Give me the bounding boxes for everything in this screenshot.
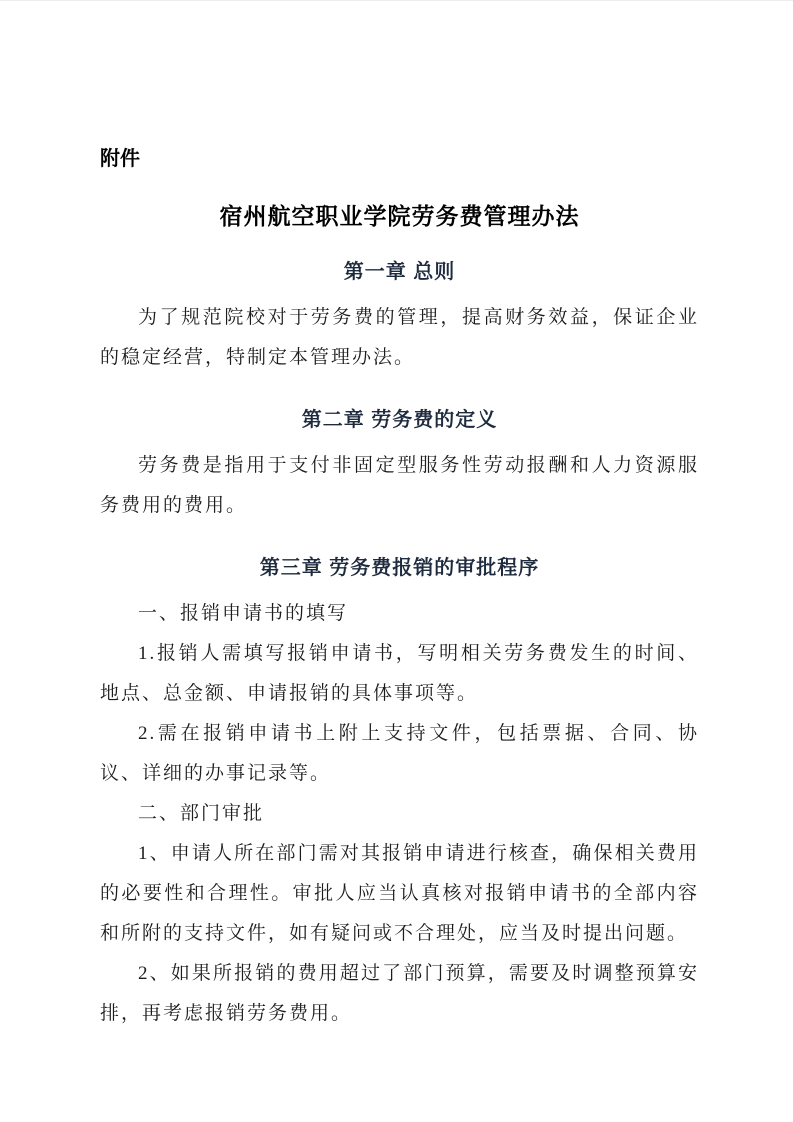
- body-paragraph: 1、申请人所在部门需对其报销申请进行核查，确保相关费用的必要性和合理性。审批人应当认真核对报销申请书的全部内容和所附的支持文件，如有疑问或不合理处，应当及时提出问题。: [100, 843, 699, 944]
- chapter-heading: 第一章 总则: [343, 261, 456, 283]
- document-section: [100, 260, 699, 378]
- body-paragraph: 劳务费是指用于支付非固定型服务性劳动报酬和人力资源服务费用的费用。: [100, 455, 699, 516]
- chapter-heading: 第三章 劳务费报销的审批程序: [259, 557, 540, 579]
- body-paragraph: 一、报销申请书的填写: [138, 603, 349, 624]
- attachment-label: 附件: [100, 148, 140, 170]
- body-paragraph: 二、部门审批: [138, 803, 265, 824]
- body-paragraph: 2、如果所报销的费用超过了部门预算，需要及时调整预算安排，再考虑报销劳务费用。: [100, 963, 699, 1024]
- body-paragraph: 1.报销人需填写报销申请书，写明相关劳务费发生的时间、地点、总金额、申请报销的具体事项等。: [100, 643, 699, 704]
- document-title: 宿州航空职业学院劳务费管理办法: [219, 203, 580, 229]
- document-section: [100, 408, 699, 526]
- chapter-heading: 第二章 劳务费的定义: [301, 409, 498, 431]
- body-paragraph: 2.需在报销申请书上附上支持文件，包括票据、合同、协议、详细的办事记录等。: [100, 723, 699, 784]
- document-body: [100, 260, 699, 1034]
- document-section: [100, 556, 699, 1034]
- body-paragraph: 为了规范院校对于劳务费的管理，提高财务效益，保证企业的稳定经营，特制定本管理办法。: [100, 307, 699, 368]
